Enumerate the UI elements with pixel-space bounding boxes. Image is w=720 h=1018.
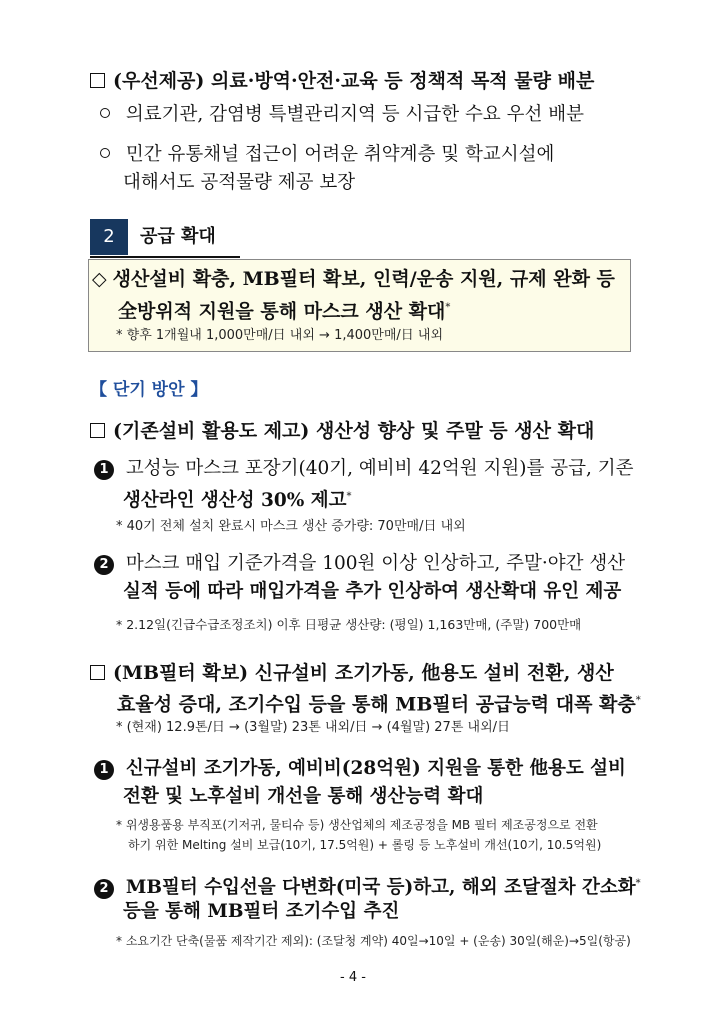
square-bullet-icon	[90, 73, 105, 88]
circle-bullet-icon	[100, 148, 110, 158]
page-number: - 4 -	[340, 970, 366, 985]
item2-note: * (현재) 12.9톤/日 → (3월말) 23톤 내외/日 → (4월말) 27톤 내외/日	[116, 720, 511, 735]
priority-item-2-cont: 대해서도 공적물량 제공 보장	[123, 172, 356, 193]
item2-sub2-note: * 소요기간 단축(물품 제작기간 제외): (조달청 계약) 40일→10일 + (운송) 30일(해운)→5일(항공)	[116, 934, 631, 948]
item1-sub2: 2 마스크 매입 기준가격을 100원 이상 인상하고, 주말·야간 생산	[94, 551, 625, 577]
priority-item-2: 민간 유통채널 접근이 어려운 취약계층 및 학교시설에	[100, 142, 554, 168]
short-term-title: 【 단기 방안 】	[90, 380, 208, 400]
summary-line-2: 全방위적 지원을 통해 마스크 생산 확대*	[118, 300, 451, 323]
priority-heading: (우선제공) 의료·방역·안전·교육 등 정책적 목적 물량 배분	[90, 68, 594, 94]
section-title: 공급 확대	[140, 226, 216, 247]
item2-sub2-cont: 등을 통해 MB필터 조기수입 추진	[123, 901, 400, 922]
summary-note: * 향후 1개월내 1,000만매/日 내외 → 1,400만매/日 내외	[116, 328, 444, 343]
circle-bullet-icon	[100, 108, 110, 118]
square-bullet-icon	[90, 665, 105, 680]
item2-sub1-cont: 전환 및 노후설비 개선을 통해 생산능력 확대	[123, 786, 484, 807]
item1-sub1-note: * 40기 전체 설치 완료시 마스크 생산 증가량: 70만매/日 내외	[116, 519, 466, 534]
item1-sub2-cont: 실적 등에 따라 매입가격을 추가 인상하여 생산확대 유인 제공	[123, 581, 622, 602]
number-2-icon: 2	[94, 555, 114, 575]
item1-heading: (기존설비 활용도 제고) 생산성 향상 및 주말 등 생산 확대	[90, 418, 594, 444]
item1-sub1-cont: 생산라인 생산성 30% 제고*	[123, 490, 352, 512]
item2-heading: (MB필터 확보) 신규설비 조기가동, 他용도 설비 전환, 생산	[90, 660, 614, 686]
section-number: 2	[90, 219, 128, 255]
item1-sub1: 1 고성능 마스크 포장기(40기, 예비비 42억원 지원)를 공급, 기존	[94, 456, 634, 482]
number-1-icon: 1	[94, 760, 114, 780]
number-2-icon: 2	[94, 879, 114, 899]
item2-sub1: 1 신규설비 조기가동, 예비비(28억원) 지원을 통한 他용도 설비	[94, 756, 626, 782]
number-1-icon: 1	[94, 460, 114, 480]
item2-sub1-note-2: 하기 위한 Melting 설비 보급(10기, 17.5억원) + 롤링 등 노후설비 개선(10기, 10.5억원)	[128, 838, 602, 852]
summary-line-1: ◇ 생산설비 확충, MB필터 확보, 인력/운송 지원, 규제 완화 등	[92, 268, 615, 290]
section-underline	[90, 256, 240, 258]
priority-item-1: 의료기관, 감염병 특별관리지역 등 시급한 수요 우선 배분	[100, 102, 584, 128]
square-bullet-icon	[90, 423, 105, 438]
item2-heading-cont: 효율성 증대, 조기수입 등을 통해 MB필터 공급능력 대폭 확충*	[117, 693, 641, 716]
diamond-bullet-icon: ◇	[92, 268, 107, 290]
item2-sub2: 2 MB필터 수입선을 다변화(미국 등)하고, 해외 조달절차 간소화*	[94, 871, 641, 901]
item2-sub1-note-1: * 위생용품용 부직포(기저귀, 물티슈 등) 생산업체의 제조공정을 MB 필터 제조공정으로 전환	[116, 818, 598, 832]
item1-sub2-note: * 2.12일(긴급수급조정조치) 이후 日평균 생산량: (평일) 1,163만매, (주말) 700만매	[116, 617, 582, 632]
